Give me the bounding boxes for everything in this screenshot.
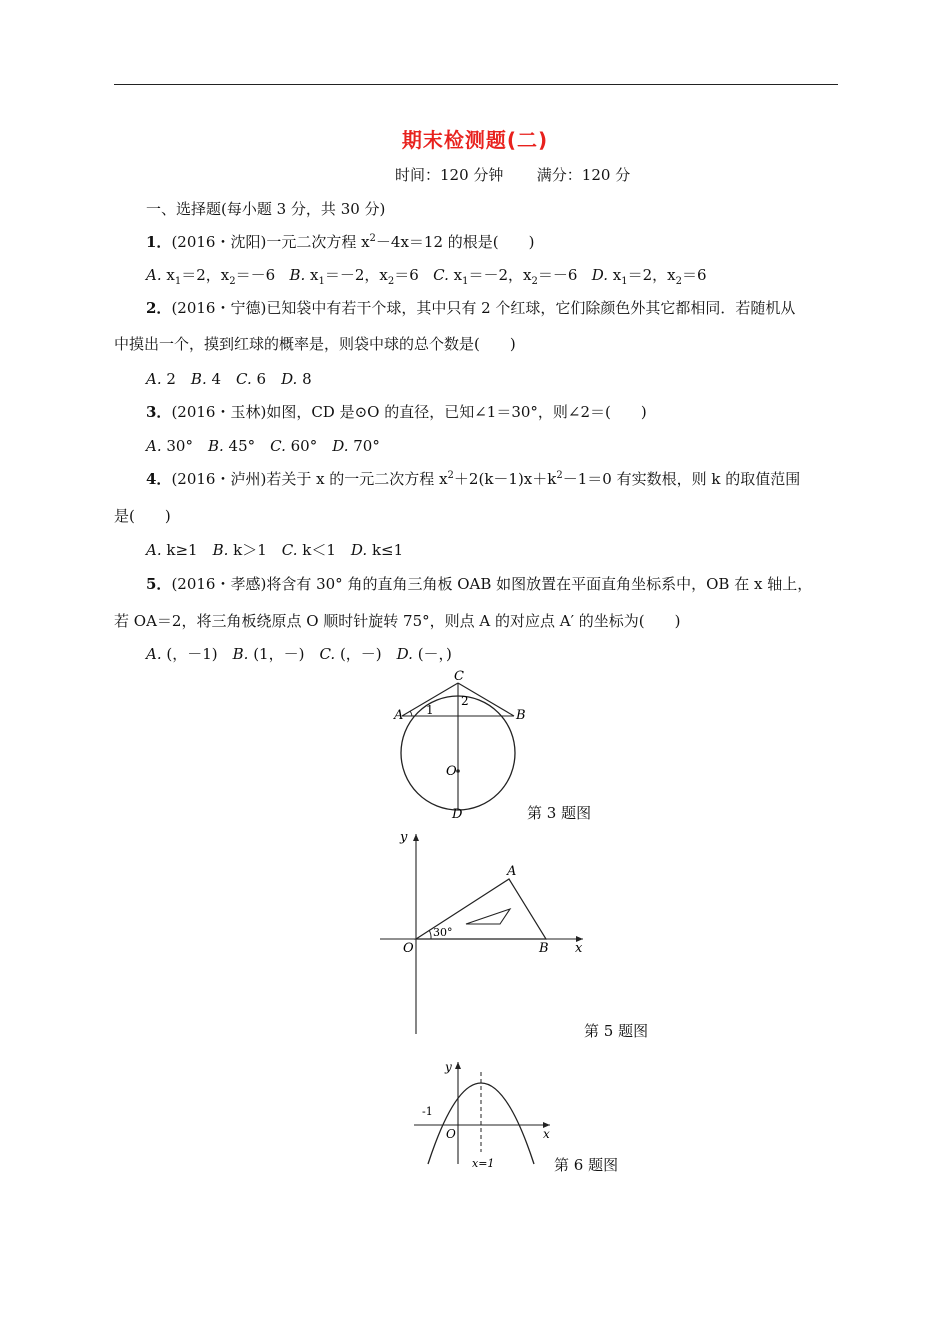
option-c[interactable]: C. <box>281 541 298 559</box>
label-o: O <box>446 1127 456 1141</box>
figure-3-caption: 第 3 题图 <box>527 804 592 822</box>
option-d[interactable]: D. <box>332 437 349 455</box>
figure-5-triangle-diagram <box>370 826 590 1038</box>
figure-3-circle-diagram <box>388 668 528 820</box>
option-a[interactable]: A. <box>146 266 162 284</box>
option-d[interactable]: D. <box>350 541 368 559</box>
label-x: x <box>543 1127 550 1141</box>
y-axis-arrow <box>413 834 419 841</box>
y-axis-arrow <box>455 1062 461 1069</box>
label-b: B <box>516 708 526 723</box>
score-label: 满分：120 分 <box>536 166 631 184</box>
question-4-stem: 4．(2016・泸州)若关于 x 的一元二次方程 $x^2+2(k-1)x+k^2-1=0$ 有实数根，则 k 的取值范围 <box>146 470 801 488</box>
figure-6-parabola-diagram <box>410 1052 560 1172</box>
label-a: A <box>507 864 517 879</box>
page-title: 期末检测题(二) <box>401 128 549 152</box>
question-number: 5． <box>146 575 172 593</box>
question-5-stem: 5．(2016・孝感)将含有 30° 角的直角三角板 OAB 如图放置在平面直角坐标系中，OB 在 x 轴上， <box>146 575 813 593</box>
option-b[interactable]: B. <box>207 437 224 455</box>
question-5-options: A. (，－1) B. (1，－) C. (，－) D. (－，) <box>146 645 452 663</box>
question-1-options: A. $x_1=2$，$x_2=-6$ B. $x_1=-2$，$x_2=6$ C. $x_1=-2$，$x_2=-6$ D. $x_1=2$，$x_2=6$ <box>146 266 707 287</box>
angle-1-arc <box>410 711 412 716</box>
figure-6-caption: 第 6 题图 <box>554 1156 619 1174</box>
option-d[interactable]: D. <box>281 370 298 388</box>
option-c[interactable]: C. <box>319 645 336 663</box>
option-a[interactable]: A. <box>146 370 162 388</box>
center-point <box>456 769 460 773</box>
header-rule <box>114 84 838 85</box>
exam-meta <box>395 164 630 185</box>
label-y: y <box>445 1060 452 1074</box>
inner-triangle <box>466 909 510 924</box>
option-c[interactable]: C. <box>270 437 286 455</box>
section-heading: 一、选择题(每小题 3 分，共 30 分) <box>146 200 386 218</box>
question-2-stem-cont: 中摸出一个，摸到红球的概率是，则袋中球的总个数是( ) <box>114 335 516 353</box>
label-x-equals-1: x=1 <box>472 1157 495 1170</box>
question-number: 1． <box>146 233 172 251</box>
question-3-stem: 3．(2016・玉林)如图，CD 是⊙O 的直径，已知∠1＝30°，则∠2＝( ) <box>146 403 647 421</box>
label-o: O <box>403 941 414 956</box>
option-b[interactable]: B. <box>289 266 306 284</box>
question-2-stem: 2．(2016・宁德)已知袋中有若干个球，其中只有 2 个红球，它们除颜色外其它都相同．若随机从 <box>146 299 796 317</box>
option-a[interactable]: A. <box>146 437 162 455</box>
option-c[interactable]: C. <box>236 370 252 388</box>
label-neg-1: -1 <box>422 1105 433 1118</box>
question-3-options: A. 30° B. 45° C. 60° D. 70° <box>146 437 380 455</box>
label-30-degrees: 30° <box>433 926 453 939</box>
option-d[interactable]: D. <box>591 266 608 284</box>
label-angle-2: 2 <box>461 694 469 708</box>
label-c: C <box>454 669 464 684</box>
question-4-options: A. k≥1 B. k＞1 C. k＜1 D. k≤1 <box>146 541 404 559</box>
angle-30-arc <box>429 930 431 939</box>
label-b: B <box>539 941 549 956</box>
option-a[interactable]: A. <box>146 541 162 559</box>
figure-5-caption: 第 5 题图 <box>584 1022 649 1040</box>
question-number: 2． <box>146 299 172 317</box>
option-a[interactable]: A. <box>146 645 162 663</box>
option-b[interactable]: B. <box>212 541 229 559</box>
label-d: D <box>452 807 463 820</box>
option-b[interactable]: B. <box>232 645 249 663</box>
question-number: 4． <box>146 470 172 488</box>
label-a: A <box>394 708 404 723</box>
question-number: 3． <box>146 403 172 421</box>
question-4-stem-cont: 是( ) <box>114 507 171 525</box>
option-d[interactable]: D. <box>396 645 413 663</box>
label-o: O <box>446 764 457 779</box>
time-label: 时间：120 分钟 <box>395 166 504 184</box>
label-x: x <box>575 941 583 956</box>
option-b[interactable]: B. <box>190 370 207 388</box>
label-angle-1: 1 <box>426 703 434 717</box>
question-2-options: A. 2 B. 4 C. 6 D. 8 <box>146 370 312 388</box>
option-c[interactable]: C. <box>433 266 449 284</box>
question-1-stem: 1．(2016・沈阳)一元二次方程 $x^2-4x=12$ 的根是( ) <box>146 233 535 251</box>
label-y: y <box>400 830 408 845</box>
question-5-stem-cont: 若 OA＝2，将三角板绕原点 O 顺时针旋转 75°，则点 A 的对应点 A′ 的坐标为( ) <box>114 612 681 630</box>
